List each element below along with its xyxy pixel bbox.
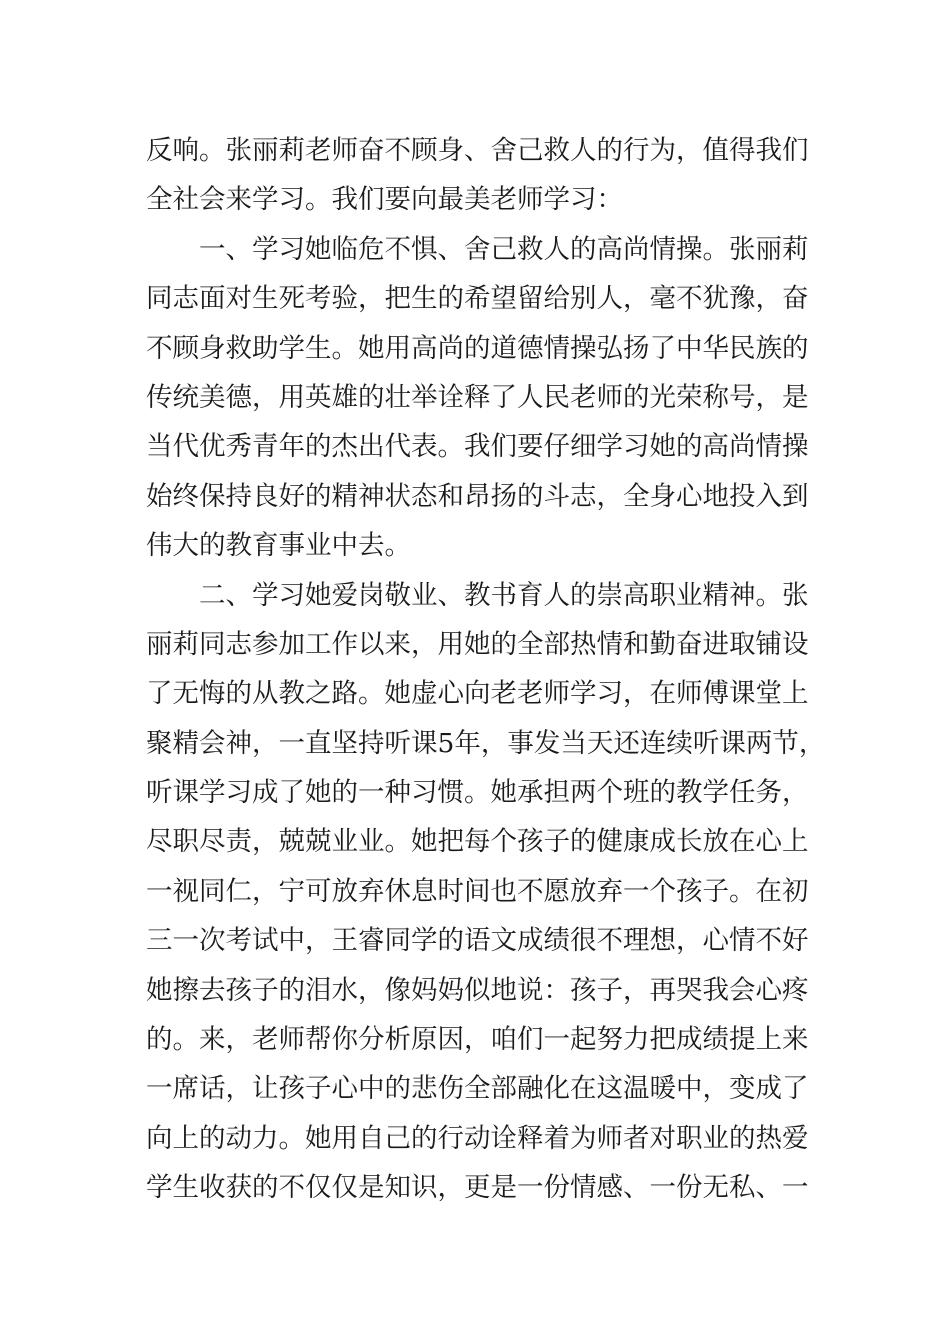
text-line: 尽职尽责，兢兢业业。她把每个孩子的健康成长放在心上 [146,826,809,858]
text-line: 她擦去孩子的泪水，像妈妈似地说：孩子，再哭我会心疼 [146,974,809,1006]
text-line: 学生收获的不仅仅是知识，更是一份情感、一份无私、一 [146,1172,809,1204]
text-line: 聚精会神，一直坚持听课5年，事发当天还连续听课两节， [146,727,826,759]
paragraph-first-line: 二、学习她爱岗敬业、教书育人的崇高职业精神。张 [199,579,809,611]
text-line: 一席话，让孩子心中的悲伤全部融化在这温暖中，变成了 [146,1073,809,1105]
text-line: 当代优秀青年的杰出代表。我们要仔细学习她的高尚情操 [146,431,809,463]
text-line: 听课学习成了她的一种习惯。她承担两个班的教学任务， [146,777,809,809]
text-line: 反响。张丽莉老师奋不顾身、舍己救人的行为，值得我们 [146,135,809,166]
text-line: 丽莉同志参加工作以来，用她的全部热情和勤奋进取铺设 [146,628,809,660]
text-line: 向上的动力。她用自己的行动诠释着为师者对职业的热爱 [146,1122,809,1154]
text-line: 一视同仁，宁可放弃休息时间也不愿放弃一个孩子。在初 [146,875,809,907]
text-line: 全社会来学习。我们要向最美老师学习： [146,184,623,216]
body-text [146,126,826,1213]
paragraph-first-line: 一、学习她临危不惧、舍己救人的高尚情操。张丽莉 [199,233,809,265]
text-line: 了无悔的从教之路。她虚心向老老师学习，在师傅课堂上 [146,678,809,710]
text-line: 同志面对生死考验，把生的希望留给别人，毫不犹豫，奋 [146,283,809,315]
text-line: 始终保持良好的精神状态和昂扬的斗志，全身心地投入到 [146,480,809,512]
text-line: 不顾身救助学生。她用高尚的道德情操弘扬了中华民族的 [146,332,809,364]
text-line: 传统美德，用英雄的壮举诠释了人民老师的光荣称号，是 [146,381,809,413]
text-line: 三一次考试中，王睿同学的语文成绩很不理想，心情不好 [146,925,809,957]
text-line: 的。来，老师帮你分析原因，咱们一起努力把成绩提上来 [146,1024,809,1056]
text-line: 伟大的教育事业中去。 [146,530,411,562]
